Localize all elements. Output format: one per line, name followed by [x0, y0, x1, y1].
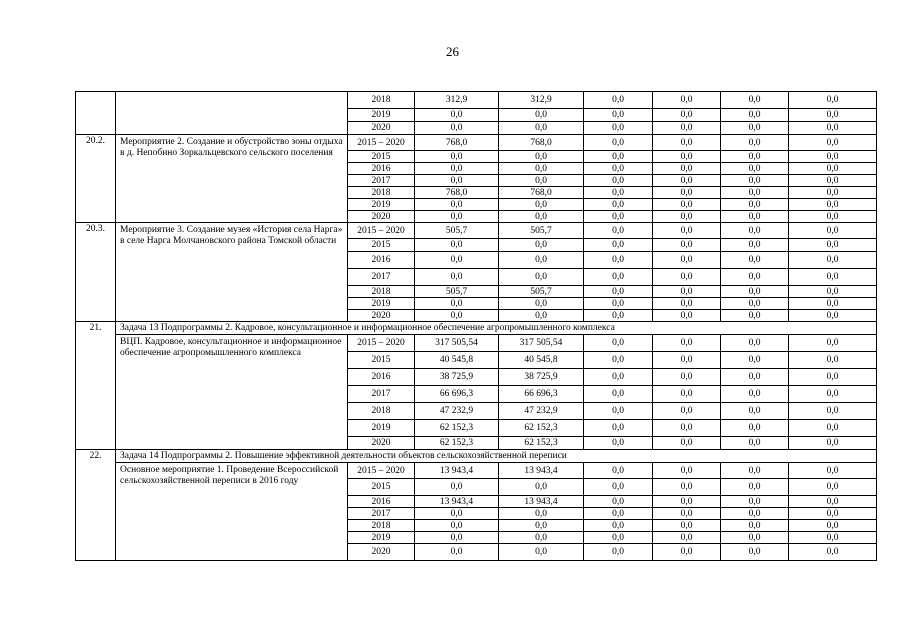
value-cell: 317 505,54: [415, 335, 499, 352]
row-number: 22.: [76, 450, 116, 561]
task-title: Задача 13 Подпрограммы 2. Кадровое, консультационное и информационное обеспечение агропромышленного комплекса: [116, 322, 877, 335]
year-cell: 2019: [348, 420, 415, 437]
value-cell: 47 232,9: [499, 403, 584, 420]
year-cell: 2015: [348, 239, 415, 252]
value-cell: 0,0: [653, 109, 721, 122]
year-cell: 2020: [348, 211, 415, 223]
value-cell: 0,0: [653, 211, 721, 223]
year-cell: 2018: [348, 187, 415, 199]
value-cell: 0,0: [499, 175, 584, 187]
value-cell: 0,0: [584, 92, 653, 109]
row-number: 20.3.: [76, 223, 116, 322]
year-cell: 2018: [348, 520, 415, 532]
year-cell: 2016: [348, 369, 415, 386]
value-cell: 0,0: [721, 109, 789, 122]
value-cell: 0,0: [584, 520, 653, 532]
value-cell: 0,0: [584, 199, 653, 211]
value-cell: 0,0: [584, 532, 653, 544]
value-cell: 0,0: [721, 252, 789, 269]
value-cell: 0,0: [415, 122, 499, 135]
value-cell: 0,0: [653, 310, 721, 322]
value-cell: 0,0: [721, 335, 789, 352]
value-cell: 317 505,54: [499, 335, 584, 352]
value-cell: 0,0: [653, 239, 721, 252]
year-cell: 2019: [348, 298, 415, 310]
value-cell: 0,0: [499, 151, 584, 163]
value-cell: 0,0: [653, 335, 721, 352]
year-cell: 2020: [348, 310, 415, 322]
year-cell: 2015: [348, 352, 415, 369]
year-cell: 2015 – 2020: [348, 135, 415, 151]
value-cell: 0,0: [584, 135, 653, 151]
value-cell: 0,0: [789, 286, 877, 298]
value-cell: 0,0: [653, 298, 721, 310]
value-cell: 0,0: [789, 239, 877, 252]
value-cell: 0,0: [789, 175, 877, 187]
value-cell: 0,0: [584, 163, 653, 175]
budget-table: [75, 91, 877, 561]
value-cell: 0,0: [415, 508, 499, 520]
value-cell: 0,0: [584, 463, 653, 479]
value-cell: 0,0: [584, 479, 653, 496]
value-cell: 0,0: [415, 479, 499, 496]
value-cell: 0,0: [653, 352, 721, 369]
value-cell: 0,0: [789, 420, 877, 437]
task-title: Задача 14 Подпрограммы 2. Повышение эффективной деятельности объектов сельскохозяйственной переписи: [116, 450, 877, 463]
value-cell: 0,0: [721, 463, 789, 479]
value-cell: 0,0: [721, 532, 789, 544]
value-cell: 0,0: [653, 252, 721, 269]
value-cell: 0,0: [653, 122, 721, 135]
value-cell: 0,0: [499, 269, 584, 286]
value-cell: 0,0: [653, 151, 721, 163]
value-cell: 0,0: [499, 199, 584, 211]
value-cell: 0,0: [653, 508, 721, 520]
value-cell: 0,0: [721, 544, 789, 561]
value-cell: 0,0: [789, 135, 877, 151]
value-cell: 0,0: [721, 151, 789, 163]
value-cell: 66 696,3: [499, 386, 584, 403]
value-cell: 0,0: [721, 269, 789, 286]
value-cell: 0,0: [499, 252, 584, 269]
table-row: [76, 335, 877, 352]
value-cell: 0,0: [653, 544, 721, 561]
value-cell: 0,0: [584, 269, 653, 286]
value-cell: 0,0: [584, 335, 653, 352]
value-cell: 0,0: [789, 199, 877, 211]
value-cell: 0,0: [721, 437, 789, 450]
value-cell: 0,0: [721, 298, 789, 310]
value-cell: 0,0: [415, 163, 499, 175]
activity-name: ВЦП. Кадровое, консультационное и информационное обеспечение агропромышленного комплекса: [116, 335, 348, 450]
value-cell: 0,0: [721, 211, 789, 223]
activity-name: Мероприятие 2. Создание и обустройство зоны отдыха в д. Непобино Зоркальцевского сельского поселения: [116, 135, 348, 223]
value-cell: 0,0: [584, 544, 653, 561]
value-cell: 0,0: [415, 199, 499, 211]
value-cell: 0,0: [653, 286, 721, 298]
value-cell: 505,7: [499, 223, 584, 239]
value-cell: 62 152,3: [499, 437, 584, 450]
year-cell: 2019: [348, 199, 415, 211]
value-cell: 0,0: [721, 92, 789, 109]
value-cell: 0,0: [584, 151, 653, 163]
table-row: [76, 92, 877, 109]
value-cell: 0,0: [415, 310, 499, 322]
value-cell: 0,0: [415, 269, 499, 286]
year-cell: 2015: [348, 151, 415, 163]
value-cell: 0,0: [499, 163, 584, 175]
value-cell: 0,0: [789, 298, 877, 310]
year-cell: 2018: [348, 286, 415, 298]
value-cell: 0,0: [653, 369, 721, 386]
value-cell: 0,0: [584, 437, 653, 450]
value-cell: 0,0: [584, 211, 653, 223]
value-cell: 0,0: [721, 199, 789, 211]
row-number: 20.2.: [76, 135, 116, 223]
value-cell: 66 696,3: [415, 386, 499, 403]
table-row: [76, 135, 877, 151]
value-cell: 0,0: [499, 109, 584, 122]
value-cell: 0,0: [653, 520, 721, 532]
value-cell: 0,0: [789, 211, 877, 223]
value-cell: 0,0: [721, 286, 789, 298]
value-cell: 0,0: [499, 298, 584, 310]
value-cell: 0,0: [721, 386, 789, 403]
value-cell: 505,7: [499, 286, 584, 298]
value-cell: 0,0: [584, 286, 653, 298]
year-cell: 2017: [348, 386, 415, 403]
value-cell: 0,0: [721, 163, 789, 175]
value-cell: 0,0: [499, 211, 584, 223]
value-cell: 0,0: [584, 496, 653, 508]
value-cell: 0,0: [653, 187, 721, 199]
value-cell: 505,7: [415, 223, 499, 239]
value-cell: 0,0: [415, 151, 499, 163]
year-cell: 2015 – 2020: [348, 335, 415, 352]
value-cell: 0,0: [415, 298, 499, 310]
activity-name: Мероприятие 3. Создание музея «История села Нарга» в селе Нарга Молчановского района Томской области: [116, 223, 348, 322]
value-cell: 0,0: [415, 544, 499, 561]
value-cell: 768,0: [499, 135, 584, 151]
value-cell: 0,0: [584, 187, 653, 199]
value-cell: 0,0: [653, 199, 721, 211]
value-cell: 0,0: [653, 92, 721, 109]
value-cell: 0,0: [584, 175, 653, 187]
value-cell: 0,0: [653, 223, 721, 239]
table-row: [76, 223, 877, 239]
value-cell: 0,0: [584, 223, 653, 239]
value-cell: 0,0: [789, 335, 877, 352]
value-cell: 0,0: [789, 92, 877, 109]
value-cell: 0,0: [789, 496, 877, 508]
value-cell: 0,0: [653, 532, 721, 544]
value-cell: 0,0: [584, 239, 653, 252]
value-cell: 62 152,3: [415, 437, 499, 450]
activity-name: [116, 92, 348, 135]
value-cell: 0,0: [499, 532, 584, 544]
value-cell: 0,0: [653, 479, 721, 496]
value-cell: 0,0: [789, 437, 877, 450]
page-number: 26: [446, 44, 459, 59]
value-cell: 0,0: [653, 420, 721, 437]
value-cell: 0,0: [415, 109, 499, 122]
value-cell: 312,9: [499, 92, 584, 109]
value-cell: 505,7: [415, 286, 499, 298]
year-cell: 2017: [348, 269, 415, 286]
year-cell: 2020: [348, 437, 415, 450]
activity-name: Основное мероприятие 1. Проведение Всероссийской сельскохозяйственной переписи в 2016 году: [116, 463, 348, 561]
task-title-row: [76, 450, 877, 463]
year-cell: 2019: [348, 532, 415, 544]
value-cell: 13 943,4: [415, 463, 499, 479]
year-cell: 2016: [348, 496, 415, 508]
value-cell: 0,0: [789, 386, 877, 403]
value-cell: 0,0: [653, 437, 721, 450]
value-cell: 0,0: [789, 403, 877, 420]
value-cell: 768,0: [415, 135, 499, 151]
value-cell: 0,0: [584, 298, 653, 310]
value-cell: 0,0: [721, 122, 789, 135]
year-cell: 2020: [348, 122, 415, 135]
value-cell: 0,0: [584, 403, 653, 420]
value-cell: 0,0: [584, 386, 653, 403]
value-cell: 0,0: [789, 369, 877, 386]
value-cell: 62 152,3: [499, 420, 584, 437]
value-cell: 0,0: [499, 520, 584, 532]
value-cell: 0,0: [721, 310, 789, 322]
value-cell: 0,0: [653, 269, 721, 286]
value-cell: 768,0: [415, 187, 499, 199]
value-cell: 38 725,9: [415, 369, 499, 386]
value-cell: 0,0: [721, 369, 789, 386]
task-title-row: [76, 322, 877, 335]
value-cell: 47 232,9: [415, 403, 499, 420]
value-cell: 0,0: [499, 310, 584, 322]
value-cell: 13 943,4: [415, 496, 499, 508]
value-cell: 0,0: [789, 508, 877, 520]
year-cell: 2015: [348, 479, 415, 496]
year-cell: 2016: [348, 163, 415, 175]
value-cell: 0,0: [584, 420, 653, 437]
year-cell: 2016: [348, 252, 415, 269]
value-cell: 0,0: [415, 532, 499, 544]
year-cell: 2017: [348, 508, 415, 520]
value-cell: 0,0: [415, 252, 499, 269]
value-cell: 0,0: [721, 508, 789, 520]
value-cell: 38 725,9: [499, 369, 584, 386]
value-cell: 62 152,3: [415, 420, 499, 437]
value-cell: 40 545,8: [499, 352, 584, 369]
value-cell: 0,0: [584, 109, 653, 122]
value-cell: 0,0: [415, 239, 499, 252]
value-cell: 0,0: [653, 463, 721, 479]
value-cell: 40 545,8: [415, 352, 499, 369]
value-cell: 0,0: [721, 479, 789, 496]
value-cell: 0,0: [584, 310, 653, 322]
year-cell: 2015 – 2020: [348, 223, 415, 239]
value-cell: 0,0: [653, 496, 721, 508]
value-cell: 0,0: [653, 403, 721, 420]
value-cell: 13 943,4: [499, 463, 584, 479]
year-cell: 2020: [348, 544, 415, 561]
value-cell: 13 943,4: [499, 496, 584, 508]
value-cell: 0,0: [721, 175, 789, 187]
value-cell: 0,0: [789, 151, 877, 163]
value-cell: 0,0: [415, 175, 499, 187]
value-cell: 0,0: [499, 122, 584, 135]
value-cell: 0,0: [653, 175, 721, 187]
value-cell: 0,0: [789, 223, 877, 239]
value-cell: 0,0: [499, 479, 584, 496]
value-cell: 0,0: [789, 532, 877, 544]
value-cell: 0,0: [721, 420, 789, 437]
value-cell: 0,0: [789, 269, 877, 286]
value-cell: 0,0: [721, 187, 789, 199]
year-cell: 2019: [348, 109, 415, 122]
value-cell: 0,0: [653, 135, 721, 151]
value-cell: 0,0: [584, 252, 653, 269]
value-cell: 0,0: [721, 403, 789, 420]
value-cell: 0,0: [721, 223, 789, 239]
value-cell: 0,0: [721, 239, 789, 252]
value-cell: 0,0: [789, 310, 877, 322]
value-cell: 0,0: [789, 463, 877, 479]
value-cell: 0,0: [789, 520, 877, 532]
year-cell: 2018: [348, 403, 415, 420]
value-cell: 0,0: [499, 508, 584, 520]
year-cell: 2018: [348, 92, 415, 109]
value-cell: 0,0: [721, 352, 789, 369]
value-cell: 0,0: [789, 187, 877, 199]
value-cell: 0,0: [415, 520, 499, 532]
value-cell: 0,0: [584, 352, 653, 369]
value-cell: 0,0: [789, 252, 877, 269]
value-cell: 0,0: [789, 109, 877, 122]
year-cell: 2015 – 2020: [348, 463, 415, 479]
value-cell: 0,0: [789, 479, 877, 496]
value-cell: 0,0: [584, 369, 653, 386]
value-cell: 0,0: [789, 122, 877, 135]
value-cell: 0,0: [653, 163, 721, 175]
value-cell: 312,9: [415, 92, 499, 109]
row-number: [76, 92, 116, 135]
value-cell: 0,0: [789, 352, 877, 369]
value-cell: 0,0: [653, 386, 721, 403]
value-cell: 0,0: [499, 239, 584, 252]
value-cell: 0,0: [721, 520, 789, 532]
value-cell: 0,0: [499, 544, 584, 561]
value-cell: 0,0: [789, 163, 877, 175]
value-cell: 0,0: [721, 135, 789, 151]
table-row: [76, 463, 877, 479]
year-cell: 2017: [348, 175, 415, 187]
row-number: 21.: [76, 322, 116, 450]
value-cell: 0,0: [584, 122, 653, 135]
value-cell: 0,0: [721, 496, 789, 508]
value-cell: 768,0: [499, 187, 584, 199]
value-cell: 0,0: [415, 211, 499, 223]
value-cell: 0,0: [789, 544, 877, 561]
value-cell: 0,0: [584, 508, 653, 520]
